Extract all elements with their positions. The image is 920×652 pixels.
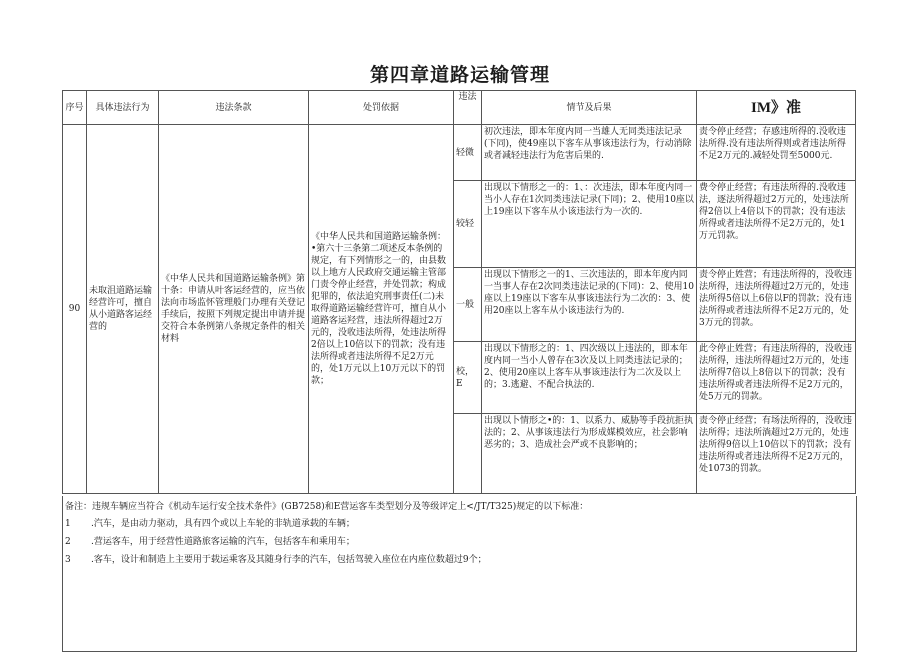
level-judgment: 责令停止姓营；有违法所得的，没收违法所得，违法所得超过2万元的，处违法所得5倍以上6倍以F的罚款；没有违法所得或者违法所得不足2万元的，处3万元的罚款。 [697,268,856,342]
row-basis: 《中华人民共和国道路运输条例：•第六十三条第二项述反本条例的规定，有下列情形之一的，由县数以上地方人民政府交通运输主管部门责令停止经营，并处罚款；构成犯罪的，依法追究刑事责任(二)未取得道路运输经营许可，擅自从小道路客运羟营，违法所得超过2万元的，没收违法所得，处违法所得2倍以上10倍以下的罚款；没有违法所得或者违法所得不足2万元的，处1万元以上10万元以下的罚款； [309,125,454,494]
note-number: 1 [65,519,71,529]
row-seq: 90 [63,125,87,494]
level-judgment: 费令停止经营；有违法所得的.没收违法，逐法所得超过2万元的，处违法所得2倍以上4倍以下的罚款；没有违法所得或者违法所得不足2万元的，处1万元罚款。 [697,181,856,268]
level-judgment: 责令停止经营；存感违所得的.没收违法所得.没有违法所得则或者违法所得不足2万元的.减轻处罚至5000元. [697,125,856,181]
note-item [65,536,355,548]
header-row [63,91,856,125]
table-row [63,125,856,181]
header-circumstance: 情节及后果 [482,91,697,125]
header-clause: 违法条款 [159,91,309,125]
note-text: .营运客车，用于经营性道路旅客运输的汽车，包括客车和乘用车； [91,537,355,547]
notes-section [62,496,857,652]
notes-intro: 备注：违规车辆应当符合《机动车运行安全技术条件》(GB7258)和E营运客车类型划分及等级评定上</JT/T325)规定的以下标准： [65,502,589,512]
level-name [454,414,482,494]
row-clause: 《中华人民共和国道路运输条例》第十条：申请从叶客运经营的，应当依法向市场监怀管理般门办理有关登记手续后，按照下列规定提出申请并提交符合本条例第八条规定条件的相关材料 [159,125,309,494]
level-name: 较轻 [454,181,482,268]
level-name: 一般 [454,268,482,342]
row-behavior: 未取沮道路运输经营许可，擅自从小道路客运经营的 [87,125,159,494]
level-name: 轻微 [454,125,482,181]
header-judgment: IM》准 [697,91,856,125]
level-circumstance: 初次违法，即本年度内同一当雄人无同类违法记录(下同)，使49座以下客车从事该违法行为，行动消除或者减轻违法行为危害后果的. [482,125,697,181]
note-text: .客车，设计和制造上主要用于载运乘客及其随身行李的汽车，包括驾驶入座位在内座位数超过9个； [91,555,487,565]
level-circumstance: 出现以下情形之的：1、四次级以上违法的，即本年度内同一当小人曾存在3次及以上同类违法记录的；2、使用20座以上客车从事该违法行为二次及以上的；3.逃避、不配合执法的. [482,342,697,414]
note-item [65,554,487,566]
note-number: 3 [65,555,71,565]
note-text: .汽车，是由动力驱动，具有四个或以上车轮的非轨道承载的车辆； [91,519,355,529]
level-circumstance: 出现以下情形之一的：1、：次违法，即本年度内同一当小人存在1次同类违法记录(下同)；2、使用10座以上19座以下客车从小该违法行为一次的. [482,181,697,268]
level-judgment: 责令停止经营；有场法所得的，没收违法所得；违法所淌超过2万元的，处违法所得9倍以上10倍以下的罚款；没有违法所得或者违法所得不足2万元的，处1073的罚款。 [697,414,856,494]
level-circumstance: 出现以卜情形之•的：1、以系力、威胁等手段抗拒执法的；2、从事该违法行为形成媒模效应，社会影响恶劣的；3、造成社会严或不良影响的； [482,414,697,494]
level-judgment: 此令停止姓营；有违法所得的，没收违法所得，违法所得超过2万元的，处违法所得7倍以上8倍以下的罚款；没有违法所得或者违法所得不足2万元的，处5万元的罚款。 [697,342,856,414]
level-circumstance: 出现以下情形之一的1、三次违法的，即本年度内同一当事人存在2次同类违法记录的(下同)：2、使用10座以上19座以下客车从事该违法行为二次的：3、使用20座以上客车从小该违法行为的. [482,268,697,342]
page-title: 第四章道路运输管理 [369,64,550,86]
header-seq: 序号 [63,91,87,125]
penalty-table [62,90,856,494]
header-basis: 处罚依据 [309,91,454,125]
header-level: 违法 [454,91,482,125]
note-number: 2 [65,537,71,547]
level-name: 校，E [454,342,482,414]
header-behavior: 具体违法行为 [87,91,159,125]
note-item [65,518,355,530]
